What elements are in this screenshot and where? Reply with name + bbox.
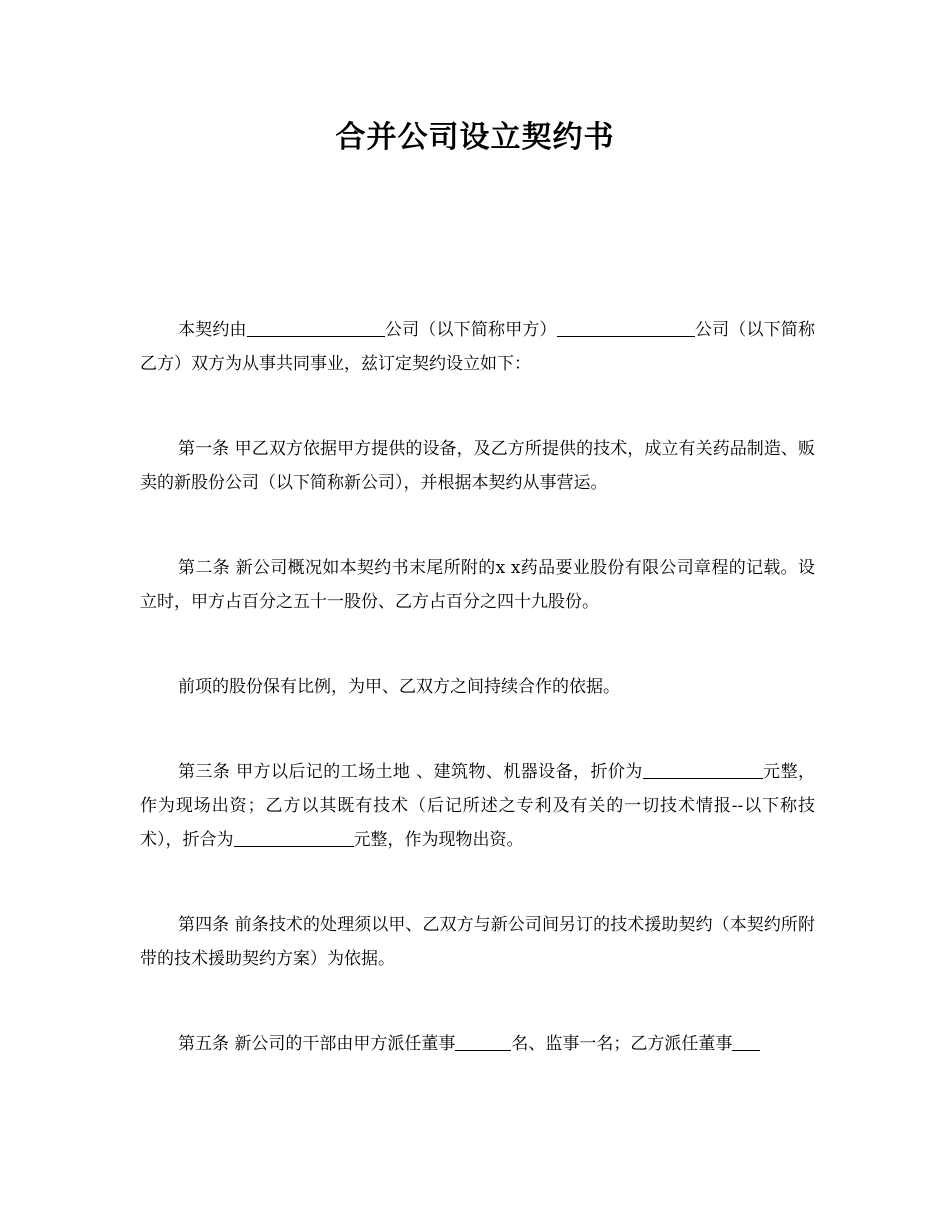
party-b-blank <box>557 317 695 337</box>
article-3-text-1: 第三条 甲方以后记的工场土地 、建筑物、机器设备，折价为 <box>178 762 643 782</box>
document-title: 合并公司设立契约书 <box>335 120 615 155</box>
director-count-blank-a <box>455 1031 511 1051</box>
party-b-amount-blank <box>234 827 354 847</box>
party-a-amount-blank <box>643 759 763 779</box>
article-5-text-1: 第五条 新公司的干部由甲方派任董事 <box>178 1034 456 1054</box>
article-5-text-2: 名、监事一名；乙方派任董事 <box>511 1034 733 1054</box>
document-body <box>140 313 815 1112</box>
party-a-blank <box>247 317 385 337</box>
article-3-text-2: 元整，作为现场出资；乙方以其既有技术（后记所述之专利及有关的一切技术情报--以下称技术），折合为 <box>140 762 815 850</box>
paragraph-shareholding-note: 前项的股份保有比例，为甲、乙双方之间持续合作的依据。 <box>178 677 620 697</box>
director-count-blank-b <box>732 1031 760 1051</box>
article-3-text-3: 元整，作为现物出资。 <box>353 830 524 850</box>
paragraph-preamble <box>140 313 815 381</box>
paragraph-article-5 <box>140 1027 815 1061</box>
paragraph-article-1: 第一条 甲乙双方依据甲方提供的设备，及乙方所提供的技术，成立有关药品制造、贩卖的新股份公司（以下简称新公司），并根据本契约从事营运。 <box>140 439 815 493</box>
paragraph-article-4: 第四条 前条技术的处理须以甲、乙双方与新公司间另订的技术援助契约（本契约所附带的技术援助契约方案）为依据。 <box>140 915 815 969</box>
preamble-text-1: 本契约由 <box>178 320 247 340</box>
paragraph-article-3 <box>140 755 815 857</box>
preamble-text-3: 公司（以下简称乙方）双方为从事共同事业，兹订定契约设立如下： <box>140 320 816 374</box>
preamble-text-2: 公司（以下简称甲方） <box>384 320 557 340</box>
paragraph-article-2: 第二条 新公司概况如本契约书末尾所附的x x药品要业股份有限公司章程的记载。设立时，甲方占百分之五十一股份、乙方占百分之四十九股份。 <box>140 558 815 612</box>
